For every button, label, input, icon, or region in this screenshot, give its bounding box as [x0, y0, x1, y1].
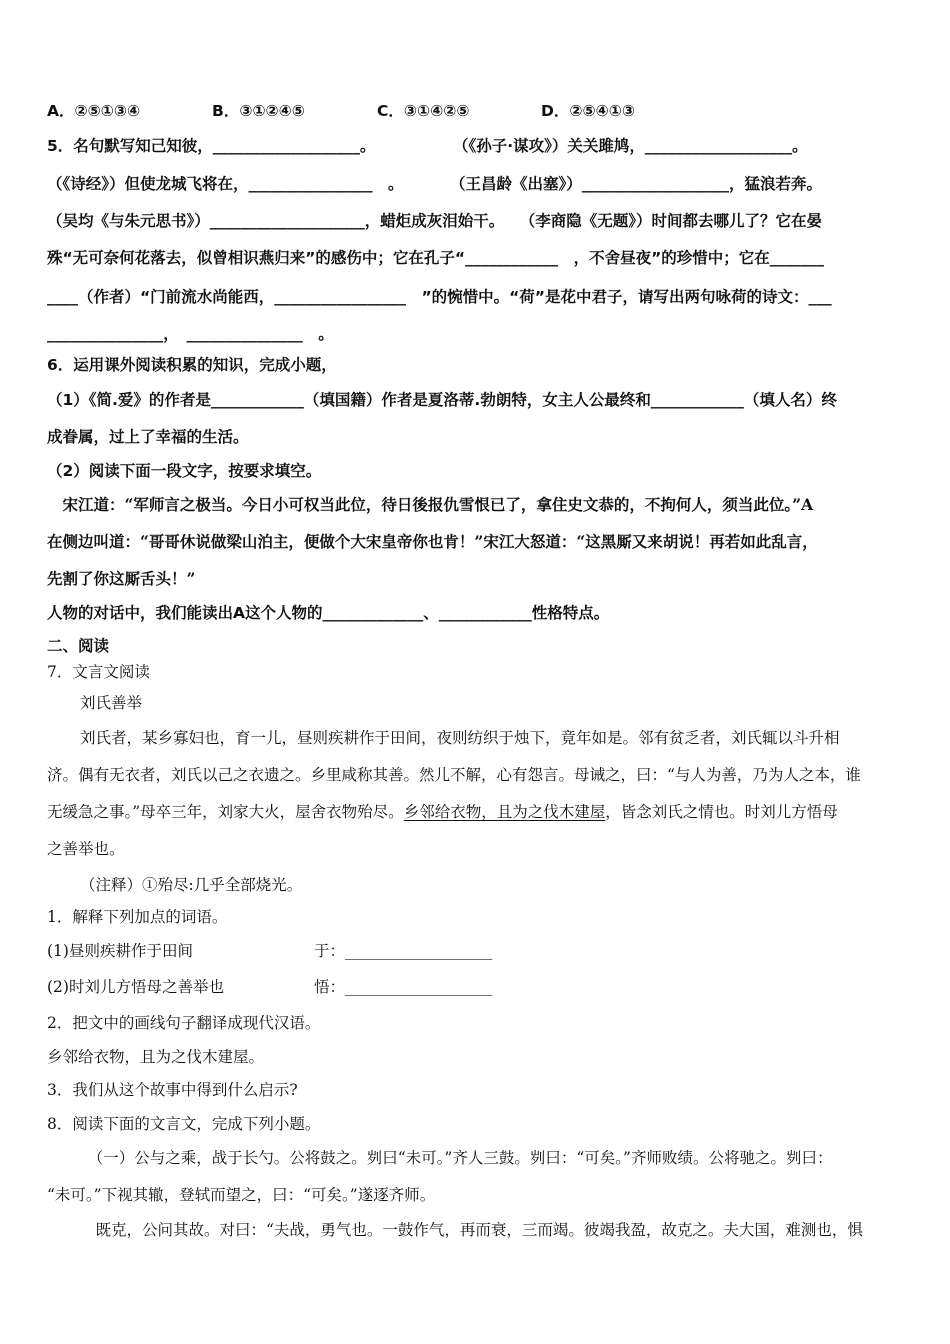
q6-part1-line-2: 成眷属，过上了幸福的生活。 [47, 428, 249, 446]
q6-question: 人物的对话中，我们能读出A这个人物的_____________、____________性格特点。 [47, 604, 610, 622]
q7-sub2: 2．把文中的画线句子翻译成现代汉语。 [47, 1014, 321, 1032]
q7-body-line-3b: ，皆念刘氏之情也。时刘儿方悟母 [605, 803, 838, 821]
q8-para1-line-1: （一）公与之乘，战于长勺。公将鼓之。刿曰“未可。”齐人三鼓。刿曰：“可矣。”齐师败绩。公将驰之。刿曰： [80, 1149, 833, 1167]
q8-para2-line-1: 既克，公问其故。对曰：“夫战，勇气也。一鼓作气，再而衰，三而竭。彼竭我盈，故克之。夫大国，难测也，惧 [80, 1221, 863, 1239]
option-b: B．③①②④⑤ [212, 102, 305, 120]
q7-body-line-2: 济。偶有无衣者，刘氏以己之衣遗之。乡里咸称其善。然儿不解，心有怨言。母诫之，曰：“与人为善，乃为人之本，谁 [47, 766, 861, 784]
q7-body-line-3 [47, 801, 838, 823]
q5-line-5: ____（作者）“门前流水尚能西，_________________ ”的惋惜中。“荷”是花中君子，请写出两句咏荷的诗文：___ [47, 288, 832, 306]
q6-title: 6．运用课外阅读积累的知识，完成小题， [47, 356, 337, 374]
q8-para1-line-2: “未可。”下视其辙，登轼而望之，曰：“可矣。”遂逐齐师。 [47, 1186, 436, 1204]
option-a: A．②⑤①③④ [47, 102, 141, 120]
section-heading: 二、阅读 [47, 637, 110, 655]
q5-line-2: （《诗经》）但使龙城飞将在，________________ 。 （王昌龄《出塞》）___________________，猛浪若奔。 [47, 175, 823, 193]
q7-note: （注释）①殆尽:几乎全部烧光。 [80, 876, 303, 894]
q7-underlined-sentence: 乡邻给衣物，且为之伐木建屋 [403, 803, 606, 821]
q6-passage-line-1: 宋江道：“军师言之极当。今日小可权当此位，待日後报仇雪恨已了，拿住史文恭的，不拘何人，须当此位。”A [47, 495, 814, 514]
q5-line-4: 殊“无可奈何花落去，似曾相识燕归来”的感伤中；它在孔子“____________ ，不舍昼夜”的珍惜中；它在_______ [47, 249, 825, 267]
q8-title: 8．阅读下面的文言文，完成下列小题。 [47, 1115, 321, 1133]
option-c: C．③①④②⑤ [377, 102, 470, 120]
q7-body-line-3a: 无缓急之事。”母卒三年，刘家大火，屋舍衣物殆尽。 [47, 803, 404, 821]
q7-sub1-item-2: (2)时刘儿方悟母之善举也 [47, 978, 224, 996]
q7-body-line-1: 刘氏者，某乡寡妇也，育一儿，昼则疾耕作于田间，夜则纺织于烛下，竟年如是。邻有贫乏者，刘氏辄以斗升相 [80, 729, 840, 747]
q6-part1-line-1: （1）《简.爱》的作者是____________（填国籍）作者是夏洛蒂.勃朗特，女主人公最终和____________（填人名）终 [47, 391, 837, 409]
q7-sub3: 3．我们从这个故事中得到什么启示? [47, 1081, 298, 1099]
q7-title: 7．文言文阅读 [47, 663, 150, 681]
q7-sub1-answer-1: 于：___________________ [314, 942, 493, 960]
q7-sub1-answer-2: 悟：___________________ [314, 978, 493, 996]
q6-part2-title: （2）阅读下面一段文字，按要求填空。 [47, 462, 322, 480]
q6-passage-line-2: 在侧边叫道：“哥哥休说做梁山泊主，便做个大宋皇帝你也肯！”宋江大怒道：“这黑厮又来胡说！再若如此乱言， [47, 532, 818, 551]
q6-passage-line-3: 先割了你这厮舌头！” [47, 569, 196, 588]
q7-passage-heading: 刘氏善举 [80, 694, 143, 712]
q7-sub2-sentence: 乡邻给衣物，且为之伐木建屋。 [47, 1048, 265, 1066]
q5-line-3: （吴均《与朱元思书》）____________________，蜡炬成灰泪始干。 （李商隐《无题》）时间都去哪儿了？它在晏 [47, 212, 823, 230]
q5-line-6: _______________， _______________ 。 [47, 325, 334, 343]
q7-sub1: 1．解释下列加点的词语。 [47, 908, 228, 926]
q7-sub1-item-1: (1)昼则疾耕作于田间 [47, 942, 193, 960]
option-d: D．②⑤④①③ [541, 102, 635, 120]
q5-line-1: 5．名句默写知己知彼，___________________。 （《孙子·谋攻》）关关雎鸠，___________________。 [47, 137, 808, 155]
q7-body-line-4: 之善举也。 [47, 840, 125, 858]
